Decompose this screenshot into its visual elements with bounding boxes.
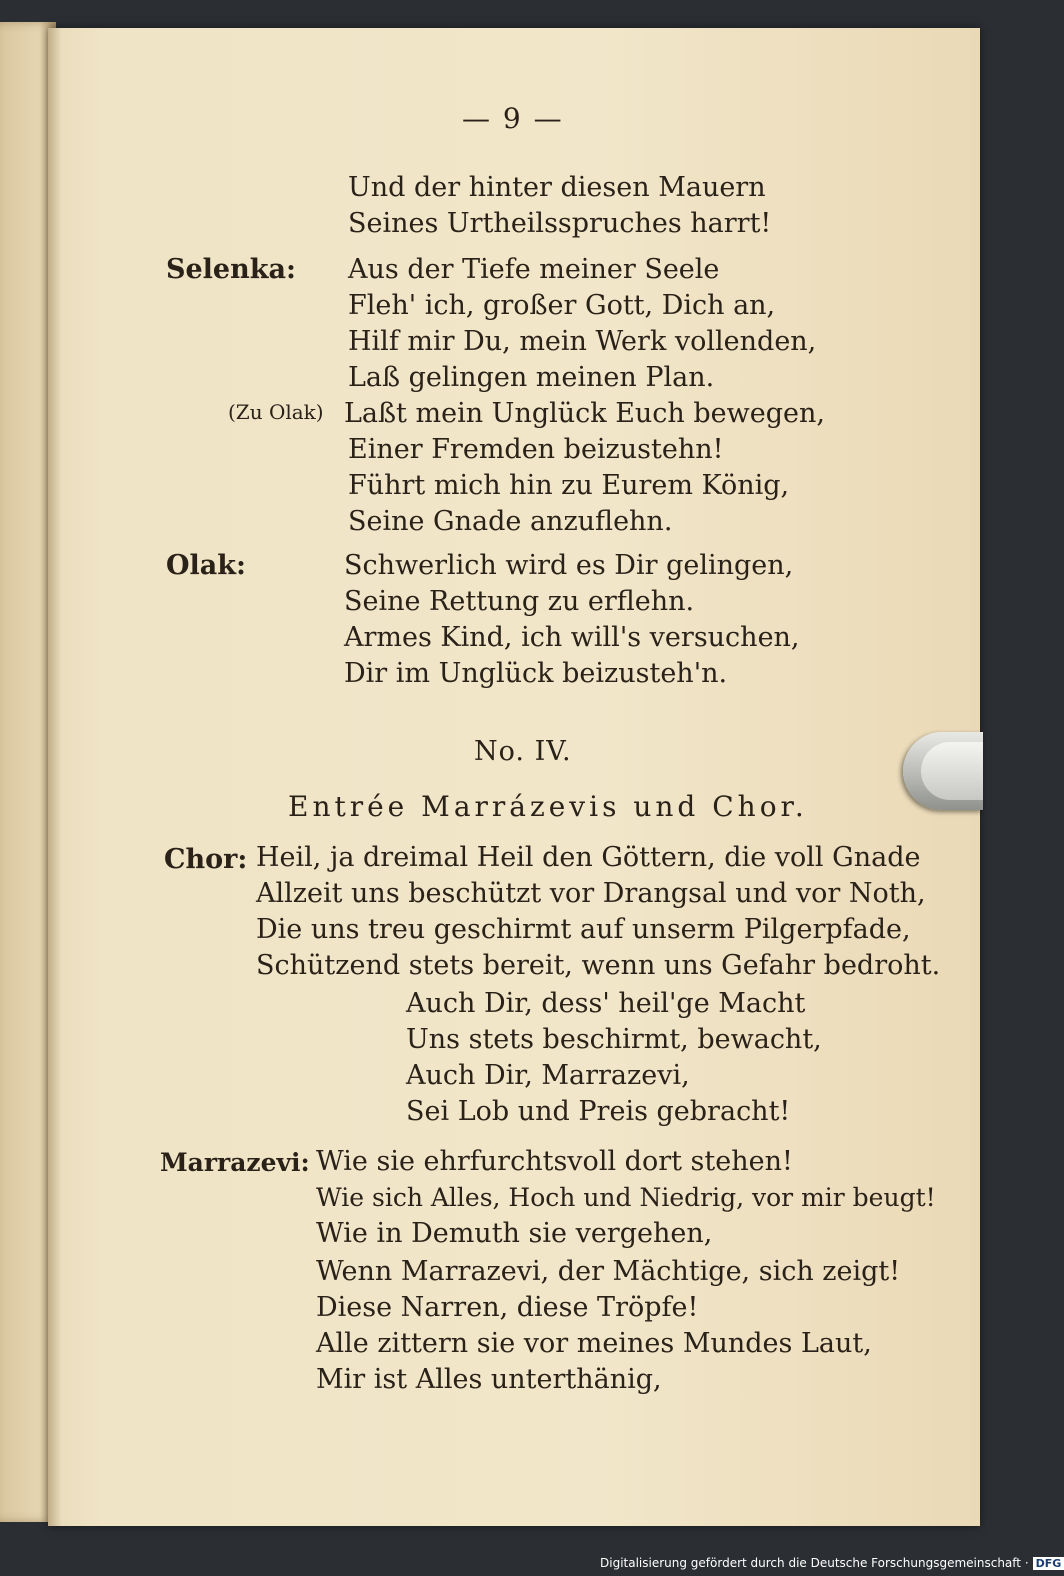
speaker-marrazevi: Marrazevi: [160, 1148, 310, 1177]
verse-line: Die uns treu geschirmt auf unserm Pilgerpfade, [256, 914, 911, 945]
verse-line: Seine Gnade anzuflehn. [348, 506, 673, 537]
verse-line: Fleh' ich, großer Gott, Dich an, [348, 290, 776, 321]
footer-text: Digitalisierung gefördert durch die Deutsche Forschungsgemeinschaft · [600, 1556, 1029, 1570]
verse-line: Und der hinter diesen Mauern [348, 172, 766, 203]
verse-line: Laßt mein Unglück Euch bewegen, [344, 398, 825, 429]
verse-line: Heil, ja dreimal Heil den Göttern, die voll Gnade [256, 842, 921, 873]
speaker-selenka: Selenka: [166, 254, 296, 285]
section-title: Entrée Marrázevis und Chor. [288, 790, 808, 823]
verse-line: Alle zittern sie vor meines Mundes Laut, [316, 1328, 872, 1359]
verse-line: Wie sie ehrfurchtsvoll dort stehen! [316, 1146, 793, 1177]
verse-line: Einer Fremden beizustehn! [348, 434, 724, 465]
verse-line: Allzeit uns beschützt vor Drangsal und vor Noth, [256, 878, 926, 909]
verse-line: Führt mich hin zu Eurem König, [348, 470, 790, 501]
verse-line: Hilf mir Du, mein Werk vollenden, [348, 326, 817, 357]
speaker-chor: Chor: [164, 844, 248, 875]
page-number: — 9 — [462, 102, 564, 135]
verse-line: Seine Rettung zu erflehn. [344, 586, 695, 617]
verse-line: Auch Dir, Marrazevi, [406, 1060, 690, 1091]
verse-line: Sei Lob und Preis gebracht! [406, 1096, 791, 1127]
dfg-logo: DFG [1033, 1557, 1064, 1570]
verse-line: Seines Urtheilsspruches harrt! [348, 208, 772, 239]
verse-line: Armes Kind, ich will's versuchen, [344, 622, 800, 653]
digitization-footer [600, 1556, 1064, 1570]
verse-line: Mir ist Alles unterthänig, [316, 1364, 662, 1395]
verse-line: Wie in Demuth sie vergehen, [316, 1218, 713, 1249]
section-number: No. IV. [474, 736, 572, 767]
page-gutter [48, 28, 62, 1526]
page-clip-inner [921, 742, 983, 800]
stage-direction: (Zu Olak) [228, 400, 324, 424]
verse-line: Aus der Tiefe meiner Seele [348, 254, 720, 285]
verse-line: Schwerlich wird es Dir gelingen, [344, 550, 794, 581]
page-clip [903, 732, 983, 810]
verse-line: Schützend stets bereit, wenn uns Gefahr bedroht. [256, 950, 941, 981]
verse-line: Wie sich Alles, Hoch und Niedrig, vor mir beugt! [316, 1183, 936, 1212]
verse-line: Auch Dir, dess' heil'ge Macht [406, 988, 806, 1019]
verse-line: Dir im Unglück beizusteh'n. [344, 658, 728, 689]
verse-line: Diese Narren, diese Tröpfe! [316, 1292, 699, 1323]
verse-line: Laß gelingen meinen Plan. [348, 362, 715, 393]
verse-line: Uns stets beschirmt, bewacht, [406, 1024, 822, 1055]
speaker-olak: Olak: [166, 550, 246, 581]
verse-line: Wenn Marrazevi, der Mächtige, sich zeigt! [316, 1256, 901, 1287]
